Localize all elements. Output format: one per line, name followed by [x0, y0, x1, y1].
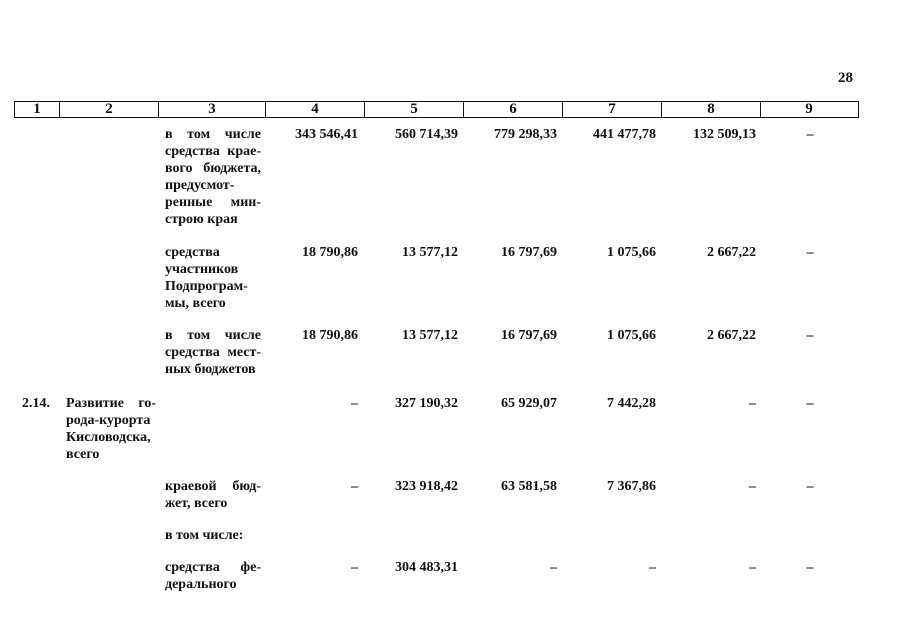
value-col-6: 16 797,69 — [501, 328, 557, 343]
funding-source-line: средства мест- — [165, 345, 261, 360]
header-col-6: 6 — [464, 102, 563, 117]
value-col-5: 13 577,12 — [402, 245, 458, 260]
funding-source — [165, 244, 261, 312]
funding-source-line: дерального — [165, 577, 237, 592]
value-col-8: – — [749, 479, 756, 494]
funding-source-line: средства крае- — [165, 144, 261, 159]
value-col-5: 304 483,31 — [395, 560, 458, 575]
value-col-9: – — [806, 560, 814, 575]
page-number: 28 — [838, 70, 853, 86]
value-col-8: – — [749, 396, 756, 411]
value-col-7: 1 075,66 — [607, 245, 656, 260]
row-title-line: рода-курорта — [66, 413, 151, 428]
header-col-1: 1 — [15, 102, 60, 117]
value-col-4: – — [351, 479, 358, 494]
value-col-5: 327 190,32 — [395, 396, 458, 411]
row-number: 2.14. — [22, 396, 50, 411]
value-col-4: 18 790,86 — [302, 245, 358, 260]
funding-source — [165, 327, 261, 378]
value-col-8: 2 667,22 — [707, 328, 756, 343]
header-col-2: 2 — [60, 102, 159, 117]
header-col-9: 9 — [805, 101, 813, 117]
value-col-9: – — [806, 479, 814, 494]
value-col-9: – — [806, 396, 814, 411]
value-col-9: – — [806, 245, 814, 260]
value-col-7: 7 442,28 — [607, 396, 656, 411]
value-col-8: 132 509,13 — [693, 127, 756, 142]
value-col-7: 7 367,86 — [607, 479, 656, 494]
funding-source-line: ных бюджетов — [165, 362, 256, 377]
row-title-line: Кисловодска, — [66, 430, 151, 445]
value-col-9: – — [806, 127, 814, 142]
header-col-7: 7 — [563, 102, 662, 117]
value-col-7: 441 477,78 — [593, 127, 656, 142]
funding-source — [165, 559, 261, 593]
funding-source-line: средства фе- — [165, 560, 261, 575]
funding-source-line: Подпрограм- — [165, 279, 248, 294]
funding-source-line: участников — [165, 262, 239, 277]
funding-source-line: ренные мин- — [165, 195, 261, 210]
funding-source-line: предусмот- — [165, 178, 235, 193]
value-col-5: 13 577,12 — [402, 328, 458, 343]
funding-source — [165, 527, 261, 544]
funding-source-line: средства — [165, 245, 220, 260]
funding-source — [165, 478, 261, 512]
funding-source-line: в том числе: — [165, 528, 244, 543]
funding-source-line: краевой бюд- — [165, 479, 261, 494]
funding-source-line: мы, всего — [165, 296, 226, 311]
value-col-7: 1 075,66 — [607, 328, 656, 343]
funding-source-line: жет, всего — [165, 496, 228, 511]
row-title — [66, 395, 156, 463]
header-col-8: 8 — [662, 102, 761, 117]
value-col-6: 63 581,58 — [501, 479, 557, 494]
value-col-9: – — [806, 328, 814, 343]
row-title-line: всего — [66, 447, 100, 462]
value-col-8: 2 667,22 — [707, 245, 756, 260]
header-col-5: 5 — [365, 102, 464, 117]
header-col-3: 3 — [159, 102, 266, 117]
funding-source — [165, 126, 261, 228]
value-col-5: 323 918,42 — [395, 479, 458, 494]
funding-source-line: в том числе — [165, 127, 261, 142]
value-col-4: 343 546,41 — [295, 127, 358, 142]
value-col-6: 779 298,33 — [494, 127, 557, 142]
funding-source-line: строю края — [165, 212, 238, 227]
value-col-4: – — [351, 396, 358, 411]
header-col-4: 4 — [266, 102, 365, 117]
value-col-4: 18 790,86 — [302, 328, 358, 343]
row-title-line: Развитие го- — [66, 396, 156, 411]
value-col-6: 16 797,69 — [501, 245, 557, 260]
value-col-4: – — [351, 560, 358, 575]
value-col-6: 65 929,07 — [501, 396, 557, 411]
value-col-8: – — [749, 560, 756, 575]
value-col-7: – — [649, 560, 656, 575]
funding-source-line: вого бюджета, — [165, 161, 261, 176]
funding-source-line: в том числе — [165, 328, 261, 343]
value-col-5: 560 714,39 — [395, 127, 458, 142]
table-header — [14, 101, 859, 118]
value-col-6: – — [550, 560, 557, 575]
